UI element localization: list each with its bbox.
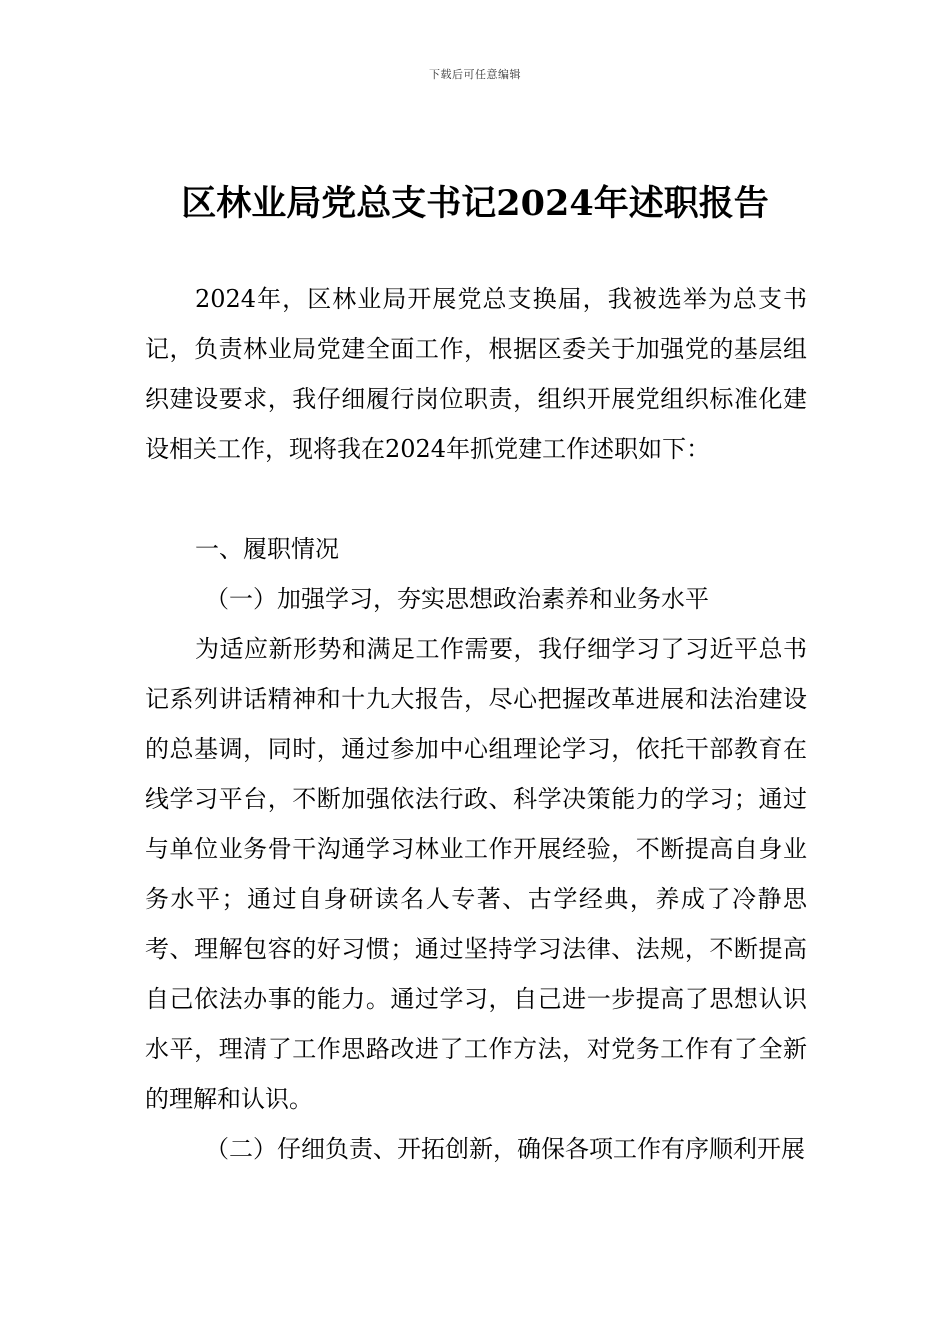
header-note: 下载后可任意编辑 [429,68,521,81]
section-heading-1: 一、履职情况 [195,535,339,563]
subsection-heading-1-1: （一）加强学习，夯实思想政治素养和业务水平 [205,585,709,613]
document-title: 区林业局党总支书记2024年述职报告 [181,183,769,224]
subsection-paragraph-1-1: 为适应新形势和满足工作需要，我仔细学习了习近平总书记系列讲话精神和十九大报告，尽心把握改革进展和法治建设的总基调，同时，通过参加中心组理论学习，依托干部教育在线学习平台，不断加强依法行政、科学决策能力的学习；通过与单位业务骨干沟通学习林业工作开展经验，不断提高自身业务水平；通过自身研读名人专著、古学经典，养成了冷静思考、理解包容的好习惯；通过坚持学习法律、法规，不断提高自己依法办事的能力。通过学习，自己进一步提高了思想认识水平，理清了工作思路改进了工作方法，对党务工作有了全新的理解和认识。 [145,635,807,1113]
intro-paragraph: 2024年，区林业局开展党总支换届，我被选举为总支书记，负责林业局党建全面工作，根据区委关于加强党的基层组织建设要求，我仔细履行岗位职责，组织开展党组织标准化建设相关工作，现将我在2024年抓党建工作述职如下： [145,285,807,463]
subsection-heading-1-2: （二）仔细负责、开拓创新，确保各项工作有序顺利开展 [205,1135,805,1163]
